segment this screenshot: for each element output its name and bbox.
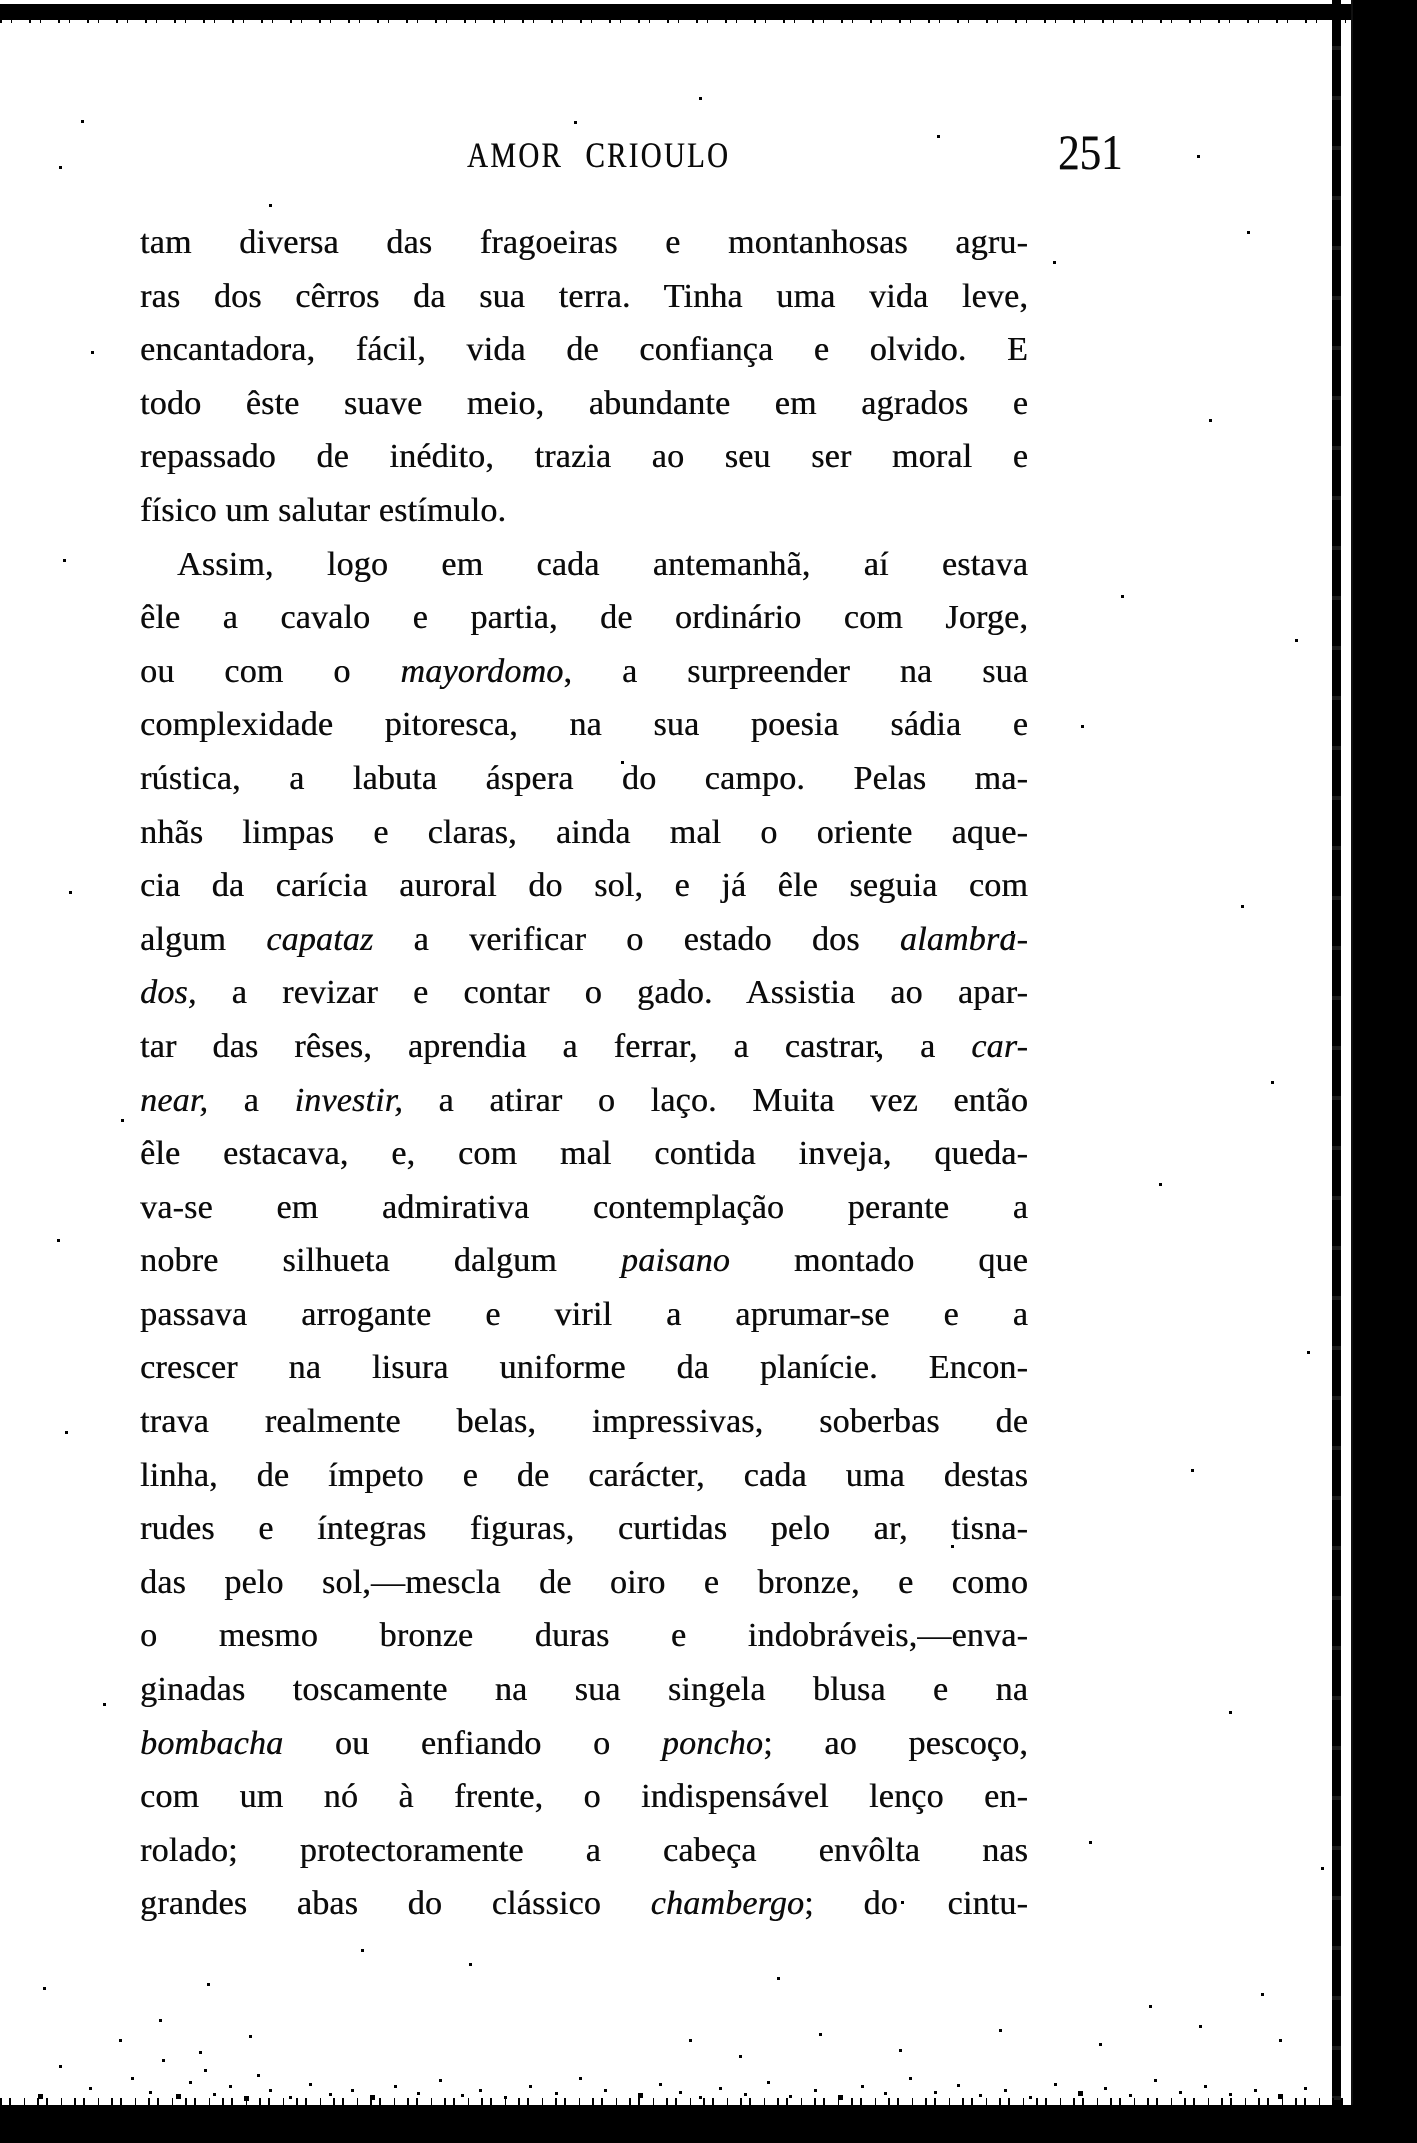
text-segment: êle a cavalo e partia, de ordinário com Jorge, [140,599,1028,637]
text-segment: grandes abas do clássico [140,1885,651,1923]
text-segment: nobre silhueta dalgum [140,1242,621,1280]
text-segment: repassado de inédito, trazia ao seu ser moral e [140,438,1028,476]
text-segment: complexidade pitoresca, na sua poesia sádia e [140,706,1028,744]
text-line [140,591,1028,645]
text-segment: ou enfiando o [283,1724,662,1762]
text-segment: a atirar o laço. Muita vez então [402,1081,1029,1119]
italic-text-segment: bombacha [140,1724,284,1762]
text-segment: trava realmente belas, impressivas, soberbas de [140,1403,1028,1441]
text-segment: rústica, a labuta áspera do campo. Pelas ma- [140,759,1028,797]
text-segment: rudes e íntegras figuras, curtidas pelo ar, tisna- [140,1510,1028,1548]
italic-text-segment: chambergo [650,1885,805,1923]
text-segment: encantadora, fácil, vida de confiança e olvido. E [140,331,1028,369]
text-line [140,913,1028,967]
text-segment: Assim, logo em cada antemanhã, aí estava [177,545,1028,583]
text-segment: todo êste suave meio, abundante em agrados e [140,384,1028,422]
page-number: 251 [1058,124,1123,180]
scan-top-edge [0,4,1417,20]
text-segment: físico um salutar estímulo. [140,491,507,529]
text-segment: montado que [729,1242,1028,1280]
text-line [140,1181,1028,1235]
text-line [140,698,1028,752]
text-line [140,1234,1028,1288]
text-line [140,484,1028,538]
text-segment: cia da carícia auroral do sol, e já êle seguia com [140,867,1028,905]
text-line [140,1288,1028,1342]
text-line [140,752,1028,806]
text-segment: , a surpreender na sua [563,652,1028,690]
text-segment: rolado; protectoramente a cabeça envôlta nas [140,1831,1028,1869]
text-line [140,1395,1028,1449]
text-segment: passava arrogante e viril a aprumar-se e a [140,1295,1028,1333]
italic-text-segment: poncho [661,1724,764,1762]
text-line [140,1609,1028,1663]
italic-text-segment: paisano [620,1242,730,1280]
text-segment: ou com o [140,652,401,690]
text-segment: ras dos cêrros da sua terra. Tinha uma vida leve, [140,277,1028,315]
scan-bottom-edge [0,2105,1417,2143]
italic-text-segment: car- [971,1027,1028,1065]
text-line [140,430,1028,484]
text-segment: a revizar e contar o gado. Assistia ao apar- [196,974,1028,1012]
scan-right-edge [1351,0,1417,2143]
text-segment: das pelo sol,—mescla de oiro e bronze, e como [140,1563,1028,1601]
text-segment: tar das rêses, aprendia a ferrar, a castrar, a [140,1027,972,1065]
text-line [140,1449,1028,1503]
text-segment: o mesmo bronze duras e indobráveis,—enva- [140,1617,1028,1655]
text-line [140,1127,1028,1181]
running-header-title: AMOR CRIOULO [467,135,731,175]
text-line [140,1717,1028,1771]
text-line [140,1770,1028,1824]
text-segment: ginadas toscamente na sua singela blusa e na [140,1671,1028,1709]
scan-specks-bottom [0,0,1,1]
text-segment: a [208,1081,295,1119]
italic-text-segment: capataz [266,920,374,958]
text-line [140,1341,1028,1395]
text-line [140,377,1028,431]
text-line [140,323,1028,377]
scan-bottom-ragged-edge [0,2098,1417,2105]
text-line [140,1877,1028,1931]
text-segment: crescer na lisura uniforme da planície. Encon- [140,1349,1028,1387]
italic-text-segment: alambra- [899,920,1029,958]
text-segment: a verificar o estado dos [373,920,900,958]
page-gutter-line [1332,0,1341,2143]
text-line [140,538,1028,592]
italic-text-segment: dos, [140,974,197,1012]
text-segment: com um nó à frente, o indispensável lenço en- [140,1778,1028,1816]
text-line [140,270,1028,324]
text-line [140,1074,1028,1128]
text-line [140,1556,1028,1610]
text-line [140,216,1028,270]
body-text [140,216,1028,1931]
text-segment: tam diversa das fragoeiras e montanhosas agru- [140,224,1028,261]
text-segment: algum [140,920,267,958]
text-line [140,966,1028,1020]
italic-text-segment: mayordomo [400,652,564,690]
text-line [140,806,1028,860]
text-segment: nhãs limpas e claras, ainda mal o oriente aque- [140,813,1028,851]
text-segment: ; do cintu- [804,1885,1029,1923]
text-segment: êle estacava, e, com mal contida inveja, queda- [140,1135,1028,1173]
text-line [140,1663,1028,1717]
text-line [140,1020,1028,1074]
text-line [140,1502,1028,1556]
text-segment: linha, de ímpeto e de carácter, cada uma destas [140,1456,1028,1494]
text-segment: va-se em admirativa contemplação perante a [140,1188,1028,1226]
italic-text-segment: investir, [294,1081,403,1119]
text-segment: ; ao pescoço, [763,1724,1028,1762]
text-line [140,1824,1028,1878]
text-line [140,859,1028,913]
italic-text-segment: near, [140,1081,209,1119]
text-line [140,645,1028,699]
